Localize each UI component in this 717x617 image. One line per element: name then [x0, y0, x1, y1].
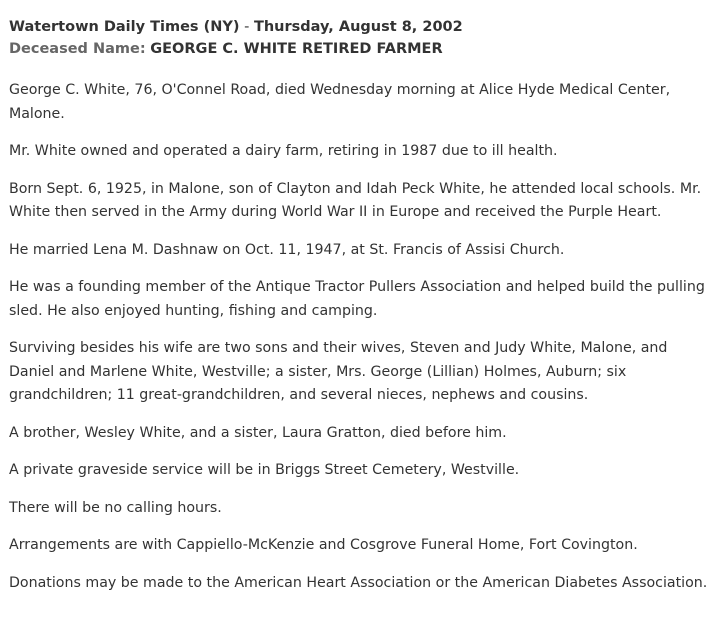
header-separator: -: [239, 19, 254, 35]
paragraph-occupation: Mr. White owned and operated a dairy farm, retiring in 1987 due to ill health.: [9, 143, 558, 159]
deceased-line: [9, 38, 709, 60]
paragraph-marriage: He married Lena M. Dashnaw on Oct. 11, 1947, at St. Francis of Assisi Church.: [9, 241, 565, 258]
obituary-body: [9, 79, 709, 595]
paragraph-biography: Born Sept. 6, 1925, in Malone, son of Clayton and Idah Peck White, he attended local schools. Mr. White then served in the Army during World War II in Europe and received the Purple Heart.: [9, 180, 702, 220]
paragraph-service: A private graveside service will be in Briggs Street Cemetery, Westville.: [9, 462, 520, 478]
deceased-label: Deceased Name:: [9, 41, 146, 57]
publication-name: Watertown Daily Times (NY): [9, 19, 240, 35]
paragraph-predeceased: A brother, Wesley White, and a sister, Laura Gratton, died before him.: [9, 424, 507, 441]
paragraph-survivors: Surviving besides his wife are two sons and their wives, Steven and Judy White, Malone, and Daniel and Marlene White, Westville; a sister, Mrs. George (Lillian) Holmes, Auburn; six grandchildren; 11 great-grandchildren, and several nieces, nephews and cousins.: [9, 340, 668, 403]
paragraph-calling-hours: There will be no calling hours.: [9, 499, 222, 516]
publication-line: [9, 16, 709, 38]
paragraph-arrangements: Arrangements are with Cappiello-McKenzie and Cosgrove Funeral Home, Fort Covington.: [9, 537, 638, 553]
deceased-name: GEORGE C. WHITE RETIRED FARMER: [150, 41, 443, 57]
paragraph-death-notice: George C. White, 76, O'Connel Road, died Wednesday morning at Alice Hyde Medical Center, Malone.: [9, 82, 671, 122]
publication-date: Thursday, August 8, 2002: [253, 19, 463, 35]
paragraph-interests: He was a founding member of the Antique Tractor Pullers Association and helped build the pulling sled. He also enjoyed hunting, fishing and camping.: [9, 279, 705, 319]
paragraph-donations: Donations may be made to the American Heart Association or the American Diabetes Association.: [9, 574, 708, 591]
